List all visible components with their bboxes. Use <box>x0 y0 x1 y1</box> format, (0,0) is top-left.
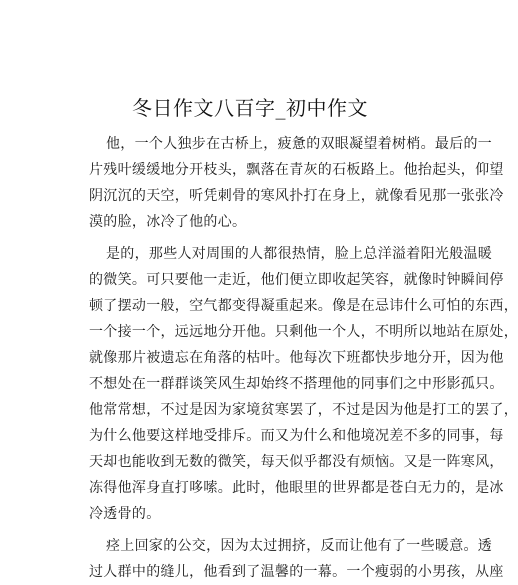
article-body <box>89 131 518 585</box>
text-line: 过人群中的缝儿，他看到了温馨的一幕。一个瘦弱的小男孩，从座 <box>89 564 504 580</box>
text-line: 阴沉沉的天空，听凭刺骨的寒风扑打在身上，就像看见那一张张冷 <box>89 188 504 204</box>
page-title: 冬日作文八百字_初中作文 <box>132 96 368 120</box>
text-line: 天却也能收到无数的微笑，每天似乎都没有烦恼。又是一阵寒风， <box>89 454 504 470</box>
text-line: 片残叶缓缓地分开枝头，飘落在青灰的石板路上。他抬起头，仰望 <box>89 162 504 178</box>
text-line: 痉上回家的公交，因为太过拥挤，反而让他有了一些暖意。透 <box>106 538 493 554</box>
text-line: 他，一个人独步在古桥上，疲惫的双眼凝望着树梢。最后的一 <box>106 136 493 152</box>
text-line: 漠的脸，冰冷了他的心。 <box>89 214 247 230</box>
text-line: 冷透骨的。 <box>89 506 161 522</box>
text-line: 一个接一个，远远地分开他。只剩他一个人，不明所以地站在原处， <box>89 324 518 340</box>
text-line: 就像那片被遗忘在角落的枯叶。他每次下班都快步地分开，因为他 <box>89 350 504 366</box>
text-line: 是的，那些人对周围的人都很热情，脸上总洋溢着阳光般温暖 <box>106 246 493 262</box>
text-line: 顿了摆动一般，空气都变得凝重起来。像是在忌讳什么可怕的东西， <box>89 298 518 314</box>
text-line: 不想处在一群群谈笑风生却始终不搭理他的同事们之中形影孤只。 <box>89 376 504 392</box>
text-line: 为什么他要这样地受排斥。而又为什么和他境况差不多的同事，每 <box>89 428 504 444</box>
text-line: 的微笑。可只要他一走近，他们便立即收起笑容，就像时钟瞬间停 <box>89 272 504 288</box>
text-line: 冻得他浑身直打哆嗦。此时，他眼里的世界都是苍白无力的，是冰 <box>89 480 504 496</box>
text-line: 他常常想，不过是因为家境贫寒罢了，不过是因为他是打工的罢了， <box>89 402 518 418</box>
